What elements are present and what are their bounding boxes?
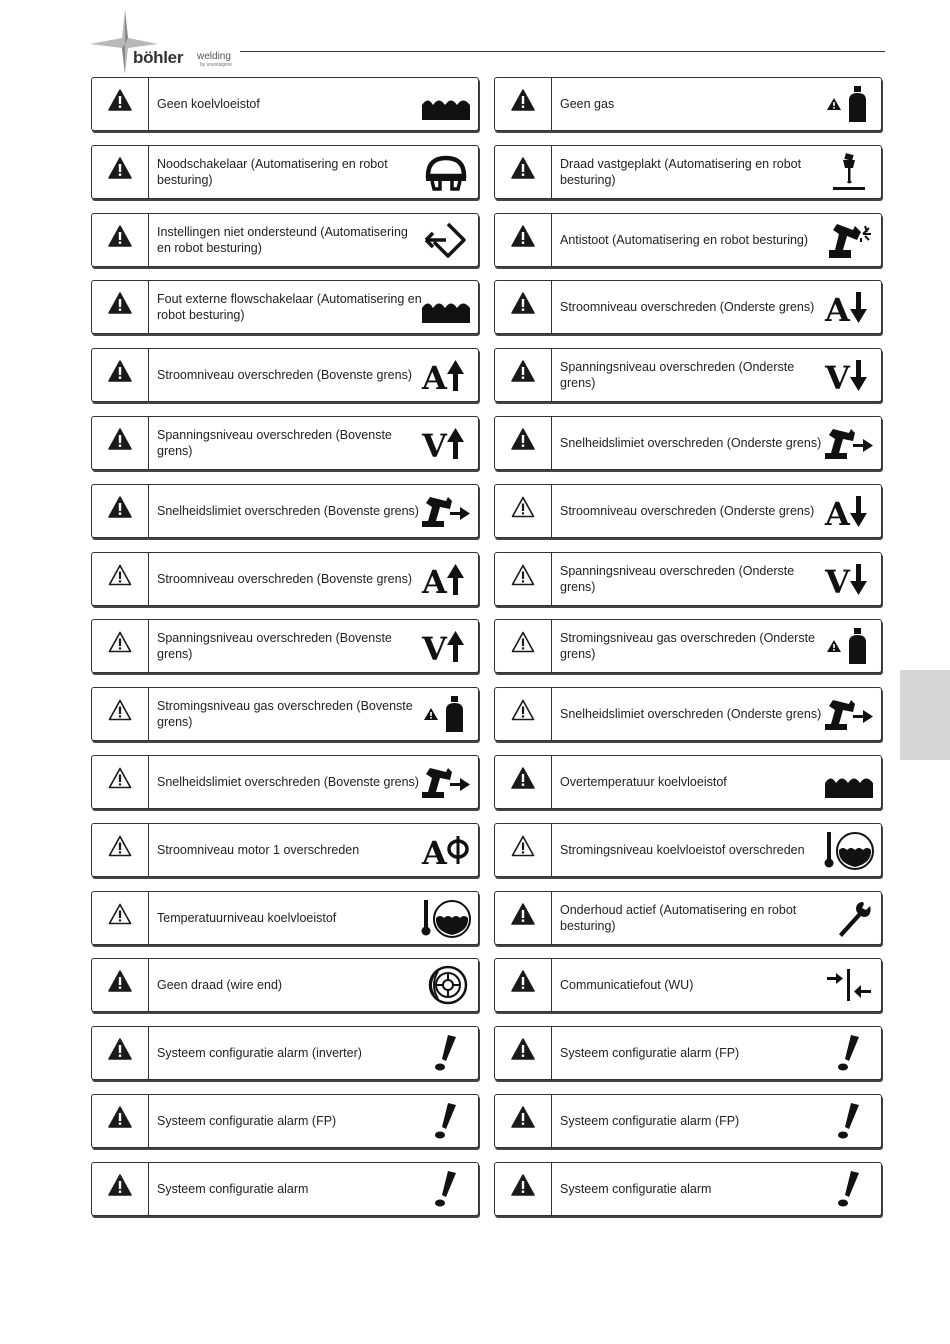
alarm-row — [91, 687, 886, 743]
alarm-label: Systeem configuratie alarm (FP) — [157, 1114, 337, 1128]
header-rule — [240, 51, 885, 52]
severity-cell — [92, 620, 149, 672]
alarm-card-right — [494, 1094, 882, 1148]
robot-collision-icon — [823, 220, 875, 260]
alarm-label: Geen gas — [560, 97, 615, 111]
communication-icon — [823, 965, 875, 1005]
alarm-card-right — [494, 213, 882, 267]
alarm-label: Systeem configuratie alarm (inverter) — [157, 1046, 362, 1061]
alarm-label: Snelheidslimiet overschreden (Onderste grens) — [560, 436, 822, 450]
alarm-row — [91, 348, 886, 404]
alarm-label: Draad vastgeplakt (Automatisering en robot besturing) — [560, 156, 802, 187]
alarm-label: Systeem configuratie alarm — [157, 1181, 309, 1196]
coolant-icon — [823, 762, 875, 802]
settings-arrow-icon — [420, 220, 472, 260]
alarm-label: Spanningsniveau overschreden (Bovenste grens) — [157, 428, 392, 458]
alarm-label: Temperatuurniveau koelvloeistof — [157, 910, 337, 925]
alarm-label: Snelheidslimiet overschreden (Bovenste grens) — [157, 775, 419, 789]
brand-name: böhler — [133, 48, 184, 67]
severity-cell — [92, 824, 149, 876]
severity-cell — [495, 146, 552, 198]
alarm-label: Spanningsniveau overschreden (Onderste grens) — [560, 360, 795, 391]
brand-tagline: by voestalpine — [200, 62, 232, 68]
severity-cell — [92, 485, 149, 537]
severity-cell — [495, 553, 552, 605]
alarm-label: Geen draad (wire end) — [157, 978, 283, 993]
alarm-label: Antistoot (Automatisering en robot besturing) — [560, 232, 809, 247]
alarm-card-left — [91, 891, 479, 945]
alarm-card-right — [494, 552, 882, 606]
alarm-row — [91, 280, 886, 336]
alarm-label: Systeem configuratie alarm (FP) — [560, 1114, 740, 1128]
severity-cell — [92, 1163, 149, 1215]
current-up-icon — [420, 355, 472, 395]
alarm-row — [91, 1162, 886, 1218]
severity-cell — [92, 281, 149, 333]
severity-cell — [495, 620, 552, 672]
alarm-label: Snelheidslimiet overschreden (Onderste grens) — [560, 707, 822, 722]
severity-cell — [92, 214, 149, 266]
current-down-icon — [823, 287, 875, 327]
severity-cell — [92, 1027, 149, 1079]
severity-cell — [495, 485, 552, 537]
alarm-card-left — [91, 552, 479, 606]
current-up-icon — [420, 559, 472, 599]
emergency-stop-icon — [420, 152, 472, 192]
alarm-card-left — [91, 1026, 479, 1080]
svg-text:A: A — [422, 359, 447, 396]
svg-text:V: V — [422, 427, 447, 463]
exclamation-icon — [823, 1169, 875, 1209]
alarm-card-right — [494, 280, 882, 334]
brand-suffix: welding — [197, 51, 231, 62]
severity-cell — [495, 1163, 552, 1215]
alarm-card-left — [91, 687, 479, 741]
alarm-row — [91, 823, 886, 879]
alarm-label: Overtemperatuur koelvloeistof — [560, 775, 727, 789]
alarm-card-right — [494, 416, 882, 470]
alarm-card-right — [494, 891, 882, 945]
alarm-label: Stroomniveau motor 1 overschreden — [157, 842, 360, 857]
exclamation-icon — [823, 1033, 875, 1073]
alarm-card-left — [91, 77, 479, 131]
alarm-card-right — [494, 1162, 882, 1216]
alarm-label: Systeem configuratie alarm — [560, 1181, 712, 1196]
severity-cell — [495, 214, 552, 266]
voltage-down-icon — [823, 559, 875, 599]
alarm-label: Spanningsniveau overschreden (Bovenste grens) — [157, 631, 392, 662]
alarm-label: Systeem configuratie alarm (FP) — [560, 1046, 740, 1061]
gas-cylinder-icon — [823, 84, 875, 124]
alarm-label: Noodschakelaar (Automatisering en robot besturing) — [157, 156, 388, 187]
alarm-card-right — [494, 958, 882, 1012]
alarm-card-right — [494, 755, 882, 809]
wrench-icon — [823, 898, 875, 938]
alarm-row — [91, 1094, 886, 1150]
severity-cell — [92, 417, 149, 469]
gas-cylinder-icon — [420, 694, 472, 734]
alarm-row — [91, 891, 886, 947]
severity-cell — [495, 1027, 552, 1079]
severity-cell — [92, 756, 149, 808]
robot-speed-icon — [420, 762, 472, 802]
severity-cell — [92, 553, 149, 605]
alarm-card-left — [91, 280, 479, 334]
coolant-temperature-icon — [420, 898, 472, 938]
alarm-label: Stroomniveau overschreden (Onderste grens) — [560, 300, 815, 315]
severity-cell — [92, 146, 149, 198]
alarm-label: Stromingsniveau gas overschreden (Bovenste grens) — [157, 699, 413, 730]
severity-cell — [495, 892, 552, 944]
gas-cylinder-icon — [823, 626, 875, 666]
coolant-temperature-icon — [823, 830, 875, 870]
exclamation-icon — [420, 1169, 472, 1209]
severity-cell — [92, 892, 149, 944]
alarm-card-right — [494, 348, 882, 402]
alarm-card-left — [91, 1094, 479, 1148]
alarm-card-right — [494, 145, 882, 199]
alarm-label: Instellingen niet ondersteund (Automatisering en robot besturing) — [157, 224, 408, 255]
alarm-label: Stroomniveau overschreden (Bovenste grens) — [157, 368, 412, 383]
alarm-row — [91, 958, 886, 1014]
coolant-icon — [420, 84, 472, 124]
severity-cell — [495, 688, 552, 740]
severity-cell — [495, 349, 552, 401]
alarm-card-right — [494, 687, 882, 741]
alarm-row — [91, 77, 886, 133]
robot-speed-icon — [823, 694, 875, 734]
svg-text:V: V — [825, 562, 850, 599]
svg-text:A: A — [825, 291, 850, 328]
voltage-up-icon — [420, 626, 472, 666]
alarm-card-left — [91, 145, 479, 199]
severity-cell — [92, 1095, 149, 1147]
severity-cell — [92, 349, 149, 401]
exclamation-icon — [420, 1101, 472, 1141]
exclamation-icon — [420, 1033, 472, 1073]
alarm-card-right — [494, 1026, 882, 1080]
svg-text:A: A — [422, 833, 447, 870]
severity-cell — [92, 959, 149, 1011]
current-down-icon — [823, 491, 875, 531]
alarm-card-left — [91, 1162, 479, 1216]
alarm-row — [91, 484, 886, 540]
alarm-label: Stroomniveau overschreden (Onderste grens) — [560, 503, 815, 518]
alarm-label: Communicatiefout (WU) — [560, 978, 694, 993]
severity-cell — [92, 688, 149, 740]
coolant-icon — [420, 287, 472, 327]
alarm-label: Snelheidslimiet overschreden (Bovenste grens) — [157, 503, 419, 518]
robot-speed-icon — [420, 491, 472, 531]
svg-text:V: V — [422, 630, 447, 667]
severity-cell — [495, 417, 552, 469]
alarm-row — [91, 213, 886, 269]
alarm-card-left — [91, 213, 479, 267]
alarm-card-left — [91, 958, 479, 1012]
severity-cell — [495, 78, 552, 130]
alarm-row — [91, 619, 886, 675]
motor-current-icon — [420, 830, 472, 870]
svg-text:A: A — [422, 562, 447, 599]
alarm-card-left — [91, 619, 479, 673]
alarm-label: Stroomniveau overschreden (Bovenste grens) — [157, 571, 412, 586]
alarm-row — [91, 552, 886, 608]
alarm-card-right — [494, 619, 882, 673]
alarm-card-left — [91, 484, 479, 538]
alarm-row — [91, 416, 886, 472]
alarm-card-left — [91, 416, 479, 470]
wire-spool-icon — [420, 965, 472, 1005]
severity-cell — [495, 959, 552, 1011]
alarm-label: Geen koelvloeistof — [157, 97, 260, 111]
chapter-tab — [900, 670, 950, 760]
severity-cell — [495, 756, 552, 808]
severity-cell — [92, 78, 149, 130]
robot-speed-icon — [823, 423, 875, 463]
alarm-row — [91, 1026, 886, 1082]
alarm-label: Stromingsniveau gas overschreden (Onderste grens) — [560, 631, 815, 662]
alarm-label: Fout externe flowschakelaar (Automatisering en robot besturing) — [157, 292, 422, 323]
severity-cell — [495, 281, 552, 333]
alarm-label: Spanningsniveau overschreden (Onderste grens) — [560, 563, 795, 594]
alarm-row — [91, 145, 886, 201]
svg-text:V: V — [825, 359, 850, 396]
severity-cell — [495, 1095, 552, 1147]
svg-text:A: A — [825, 494, 850, 531]
alarm-card-left — [91, 755, 479, 809]
exclamation-icon — [823, 1101, 875, 1141]
voltage-up-icon — [420, 423, 472, 463]
alarm-card-left — [91, 823, 479, 877]
voltage-down-icon — [823, 355, 875, 395]
severity-cell — [495, 824, 552, 876]
alarm-card-left — [91, 348, 479, 402]
alarm-label: Onderhoud actief (Automatisering en robot besturing) — [560, 902, 797, 933]
alarm-row — [91, 755, 886, 811]
alarm-card-right — [494, 823, 882, 877]
alarm-card-right — [494, 77, 882, 131]
wire-stuck-icon — [823, 152, 875, 192]
alarm-label: Stromingsniveau koelvloeistof overschreden — [560, 842, 805, 857]
alarm-card-right — [494, 484, 882, 538]
